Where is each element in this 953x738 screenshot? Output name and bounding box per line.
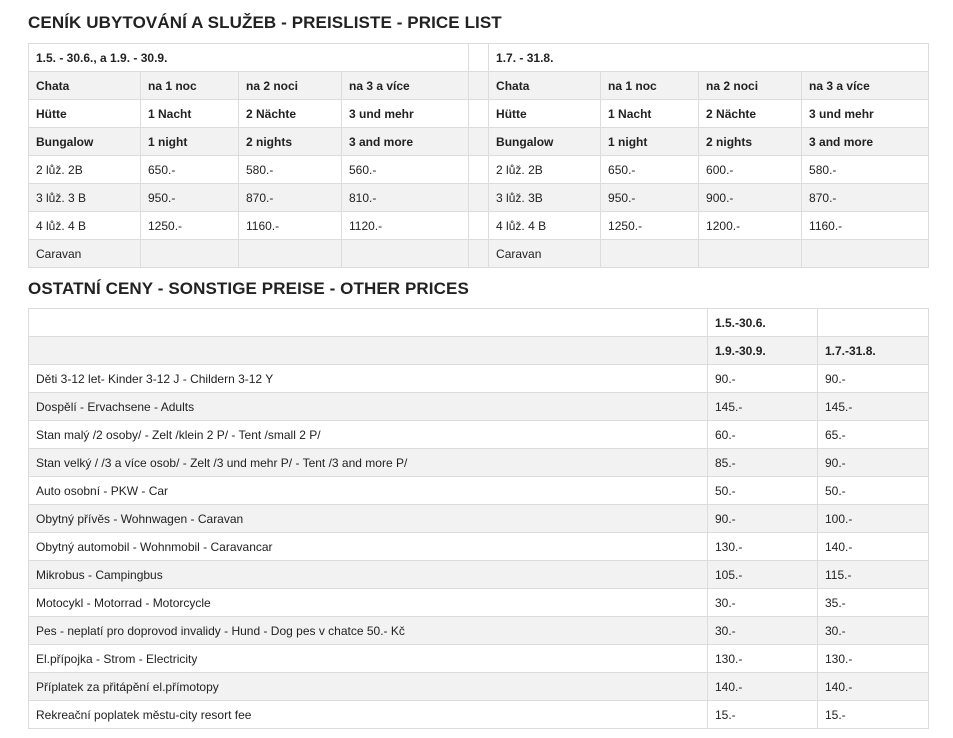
service-name-cell: Děti 3-12 let- Kinder 3-12 J - Childern 3-12 Y	[29, 365, 708, 393]
price-header-row	[29, 128, 929, 156]
price-cell	[342, 240, 469, 268]
column-separator	[469, 240, 489, 268]
service-price-cell: 85.-	[708, 449, 818, 477]
service-price-cell: 130.-	[708, 645, 818, 673]
price-row	[29, 184, 929, 212]
service-header-cell	[29, 337, 708, 365]
other-price-row	[29, 365, 929, 393]
price-list-table	[28, 43, 929, 268]
service-price-cell: 50.-	[818, 477, 929, 505]
price-cell: 3 lůž. 3 B	[29, 184, 141, 212]
other-header-row	[29, 337, 929, 365]
service-name-cell: Obytný automobil - Wohnmobil - Caravancar	[29, 533, 708, 561]
price-cell: 810.-	[342, 184, 469, 212]
service-price-cell: 145.-	[818, 393, 929, 421]
price-cell	[699, 240, 802, 268]
price-cell: 2 lůž. 2B	[489, 156, 601, 184]
season-header-cell: 1.9.-30.9.	[708, 337, 818, 365]
price-cell: 3 und mehr	[342, 100, 469, 128]
service-price-cell: 140.-	[818, 533, 929, 561]
price-cell: Caravan	[29, 240, 141, 268]
service-price-cell: 50.-	[708, 477, 818, 505]
price-cell: Bungalow	[489, 128, 601, 156]
service-header-cell	[29, 309, 708, 337]
price-cell: 870.-	[802, 184, 929, 212]
service-name-cell: Příplatek za přitápění el.přímotopy	[29, 673, 708, 701]
other-price-row	[29, 701, 929, 729]
price-cell: 580.-	[239, 156, 342, 184]
other-price-row	[29, 505, 929, 533]
service-price-cell: 30.-	[818, 617, 929, 645]
price-cell: Bungalow	[29, 128, 141, 156]
column-separator	[469, 156, 489, 184]
price-cell: 2 nights	[239, 128, 342, 156]
price-cell: 950.-	[601, 184, 699, 212]
price-cell	[141, 240, 239, 268]
price-cell: 1200.-	[699, 212, 802, 240]
price-cell: 1250.-	[601, 212, 699, 240]
price-cell	[601, 240, 699, 268]
price-cell: 870.-	[239, 184, 342, 212]
price-cell: Hütte	[29, 100, 141, 128]
column-separator	[469, 212, 489, 240]
service-price-cell: 115.-	[818, 561, 929, 589]
price-cell: 2 Nächte	[239, 100, 342, 128]
service-name-cell: Pes - neplatí pro doprovod invalidy - Hund - Dog pes v chatce 50.- Kč	[29, 617, 708, 645]
period-right-label: 1.7. - 31.8.	[489, 44, 929, 72]
price-cell: 600.-	[699, 156, 802, 184]
price-cell: 1120.-	[342, 212, 469, 240]
service-price-cell: 90.-	[818, 449, 929, 477]
price-cell: 2 Nächte	[699, 100, 802, 128]
price-cell: Hütte	[489, 100, 601, 128]
service-price-cell: 105.-	[708, 561, 818, 589]
price-cell: 950.-	[141, 184, 239, 212]
price-cell	[802, 240, 929, 268]
service-price-cell: 90.-	[708, 365, 818, 393]
price-list-heading: CENÍK UBYTOVÁNÍ A SLUŽEB - PREISLISTE - PRICE LIST	[28, 13, 502, 32]
other-price-row	[29, 673, 929, 701]
price-cell: 4 lůž. 4 B	[29, 212, 141, 240]
price-header-row	[29, 72, 929, 100]
price-cell: na 1 noc	[141, 72, 239, 100]
service-name-cell: El.přípojka - Strom - Electricity	[29, 645, 708, 673]
other-price-row	[29, 645, 929, 673]
price-cell: 1 Nacht	[141, 100, 239, 128]
price-cell: 650.-	[141, 156, 239, 184]
price-row	[29, 156, 929, 184]
price-cell: 560.-	[342, 156, 469, 184]
other-price-row	[29, 589, 929, 617]
price-cell: 3 and more	[802, 128, 929, 156]
price-cell: 1 night	[601, 128, 699, 156]
price-cell: 900.-	[699, 184, 802, 212]
service-name-cell: Auto osobní - PKW - Car	[29, 477, 708, 505]
price-cell: 2 lůž. 2B	[29, 156, 141, 184]
season-header-cell: 1.5.-30.6.	[708, 309, 818, 337]
price-cell: 1 night	[141, 128, 239, 156]
price-cell: Caravan	[489, 240, 601, 268]
price-cell	[239, 240, 342, 268]
price-cell: 3 and more	[342, 128, 469, 156]
price-cell: 1160.-	[802, 212, 929, 240]
service-price-cell: 145.-	[708, 393, 818, 421]
price-cell: 1 Nacht	[601, 100, 699, 128]
service-name-cell: Motocykl - Motorrad - Motorcycle	[29, 589, 708, 617]
price-cell: 3 und mehr	[802, 100, 929, 128]
price-cell: 1160.-	[239, 212, 342, 240]
other-price-row	[29, 533, 929, 561]
service-price-cell: 100.-	[818, 505, 929, 533]
service-price-cell: 90.-	[708, 505, 818, 533]
service-price-cell: 140.-	[708, 673, 818, 701]
service-price-cell: 30.-	[708, 589, 818, 617]
service-name-cell: Rekreační poplatek městu-city resort fee	[29, 701, 708, 729]
service-price-cell: 15.-	[708, 701, 818, 729]
column-separator	[469, 72, 489, 100]
price-row	[29, 240, 929, 268]
price-cell: na 3 a více	[342, 72, 469, 100]
service-name-cell: Stan malý /2 osoby/ - Zelt /klein 2 P/ - Tent /small 2 P/	[29, 421, 708, 449]
price-cell: Chata	[489, 72, 601, 100]
season-header-cell: 1.7.-31.8.	[818, 337, 929, 365]
other-prices-table	[28, 308, 929, 729]
price-cell: 4 lůž. 4 B	[489, 212, 601, 240]
service-price-cell: 30.-	[708, 617, 818, 645]
period-left-label: 1.5. - 30.6., a 1.9. - 30.9.	[29, 44, 469, 72]
season-header-cell	[818, 309, 929, 337]
other-price-row	[29, 421, 929, 449]
price-cell: 3 lůž. 3B	[489, 184, 601, 212]
price-cell: Chata	[29, 72, 141, 100]
service-price-cell: 140.-	[818, 673, 929, 701]
service-price-cell: 130.-	[818, 645, 929, 673]
other-price-row	[29, 617, 929, 645]
other-price-row	[29, 393, 929, 421]
price-cell: na 1 noc	[601, 72, 699, 100]
service-name-cell: Mikrobus - Campingbus	[29, 561, 708, 589]
column-separator	[469, 44, 489, 72]
service-price-cell: 35.-	[818, 589, 929, 617]
service-name-cell: Dospělí - Ervachsene - Adults	[29, 393, 708, 421]
service-price-cell: 65.-	[818, 421, 929, 449]
service-name-cell: Stan velký / /3 a více osob/ - Zelt /3 und mehr P/ - Tent /3 and more P/	[29, 449, 708, 477]
service-price-cell: 130.-	[708, 533, 818, 561]
price-cell: 650.-	[601, 156, 699, 184]
price-cell: na 2 noci	[699, 72, 802, 100]
other-prices-heading: OSTATNÍ CENY - SONSTIGE PREISE - OTHER PRICES	[28, 279, 469, 298]
price-header-row	[29, 100, 929, 128]
service-price-cell: 90.-	[818, 365, 929, 393]
period-row	[29, 44, 929, 72]
service-name-cell: Obytný přívěs - Wohnwagen - Caravan	[29, 505, 708, 533]
column-separator	[469, 184, 489, 212]
other-header-row	[29, 309, 929, 337]
service-price-cell: 60.-	[708, 421, 818, 449]
price-cell: na 3 a více	[802, 72, 929, 100]
column-separator	[469, 128, 489, 156]
price-row	[29, 212, 929, 240]
price-cell: 1250.-	[141, 212, 239, 240]
other-price-row	[29, 561, 929, 589]
price-cell: na 2 noci	[239, 72, 342, 100]
other-price-row	[29, 449, 929, 477]
price-cell: 580.-	[802, 156, 929, 184]
price-cell: 2 nights	[699, 128, 802, 156]
service-price-cell: 15.-	[818, 701, 929, 729]
other-price-row	[29, 477, 929, 505]
column-separator	[469, 100, 489, 128]
